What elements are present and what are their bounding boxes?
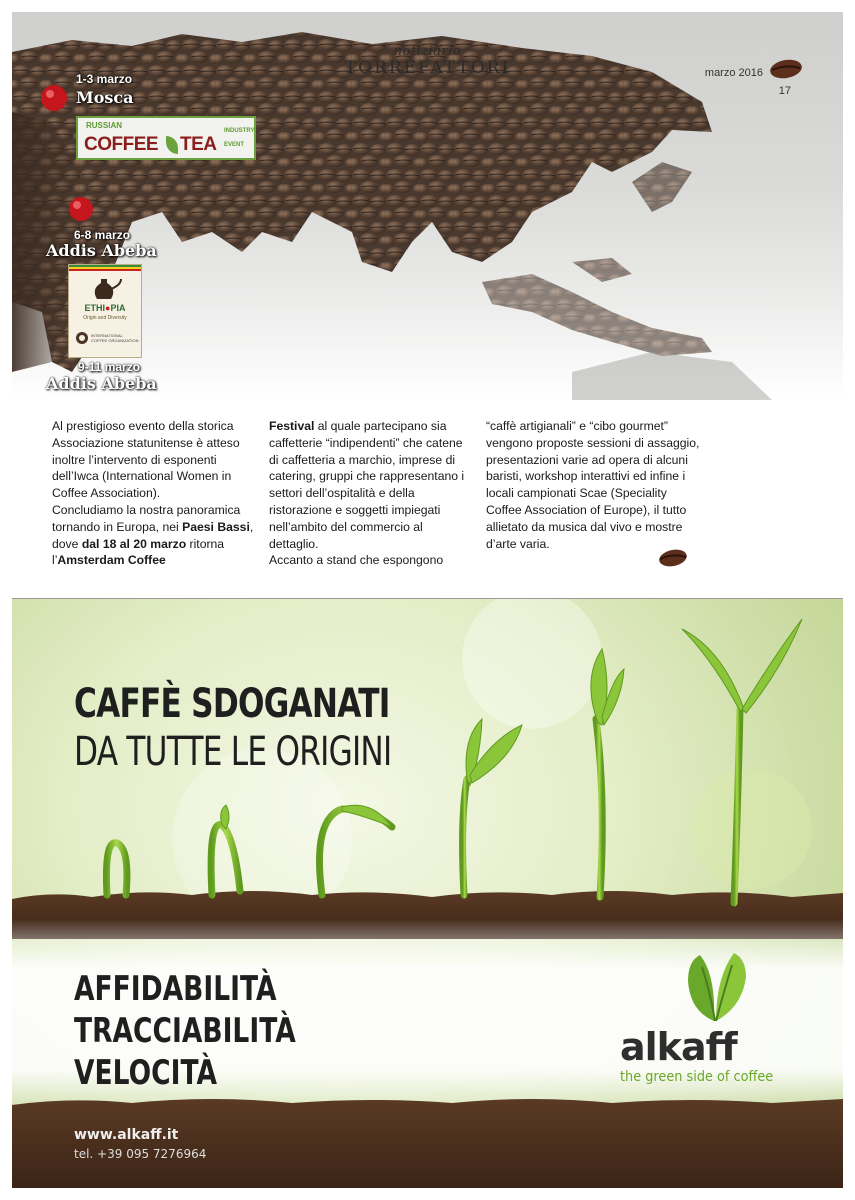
event-city: Addis Abeba <box>46 241 157 260</box>
coffee-bean-icon <box>658 548 688 568</box>
article-column-3 <box>486 418 701 552</box>
article-column-2 <box>269 418 474 569</box>
ad-subheadline: DA TUTTE LE ORIGINI <box>74 729 392 775</box>
magazine-page <box>12 12 843 1188</box>
ico-emblem-icon <box>75 331 89 345</box>
brand-name: alkaff <box>620 1025 737 1069</box>
brand-tagline: the green side of coffee <box>620 1069 774 1085</box>
coffee-bean-icon <box>769 58 803 80</box>
russian-coffee-tea-event-logo: RUSSIAN INDUSTRY EVENT COFFEE TEA <box>76 116 256 160</box>
masthead-title: TORREFATTORI <box>344 58 511 78</box>
event-map <box>12 12 843 400</box>
location-pin-icon <box>38 82 70 114</box>
website-link[interactable]: www.alkaff.it <box>74 1127 179 1143</box>
location-pin-icon <box>66 194 96 224</box>
ad-headline: CAFFÈ SDOGANATI <box>74 681 390 727</box>
event-dates: 9-11 marzo <box>78 360 141 374</box>
ad-value: TRACCIABILITÀ <box>74 1011 296 1051</box>
ad-value: AFFIDABILITÀ <box>74 969 277 1009</box>
ad-value: VELOCITÀ <box>74 1053 218 1093</box>
alkaff-advertisement <box>12 599 843 1188</box>
page-number: 17 <box>778 85 791 97</box>
event-city: Mosca <box>76 88 134 107</box>
masthead-label: notiziario <box>393 44 462 59</box>
paragraph: Festival al quale partecipano sia caffetterie “indipendenti” che catene di caffetteria a marchio, imprese di catering, gruppi che rappresentano i settori dell’ospitalità e della ristorazione e soggetti impiegati nell’ambito del commercio al dettaglio. <box>269 419 465 551</box>
paragraph: Accanto a stand che espongono <box>269 553 444 568</box>
paragraph: “caffè artigianali” e “cibo gourmet” vengono proposte sessioni di assaggio, presentazioni varie ad opera di alcuni baristi, workshop interattivi ed infine i locali campionati Scae (Speciality Coffee Association of Europe), il tutto allietato da musica dal vivo e mostre d’arte varia. <box>486 419 700 551</box>
coffee-pot-icon <box>87 275 123 303</box>
alkaff-leaf-logo-icon <box>680 951 750 1023</box>
phone-number: tel. +39 095 7276964 <box>74 1147 207 1161</box>
paragraph: Concludiamo la nostra panoramica tornando in Europa, nei Paesi Bassi, dove dal 18 al 20 marzo ritorna l’Amsterdam Coffee <box>52 502 254 568</box>
paragraph: Al prestigioso evento della storica Associazione statunitense è atteso inoltre l’intervento di esponenti dell’Iwca (International Women in Coffee Association). <box>52 419 240 501</box>
article-column-1 <box>52 418 257 569</box>
event-dates: 1-3 marzo <box>76 72 133 86</box>
leaf-icon <box>166 136 178 154</box>
ethiopia-coffee-conference-logo: ETHI●PIA Origin and Diversity INTERNATIONAL COFFEE ORGANIZATION <box>68 264 142 358</box>
event-dates: 6-8 marzo <box>74 228 131 242</box>
issue-date: marzo 2016 <box>704 67 763 79</box>
event-city: Addis Abeba <box>46 374 157 393</box>
